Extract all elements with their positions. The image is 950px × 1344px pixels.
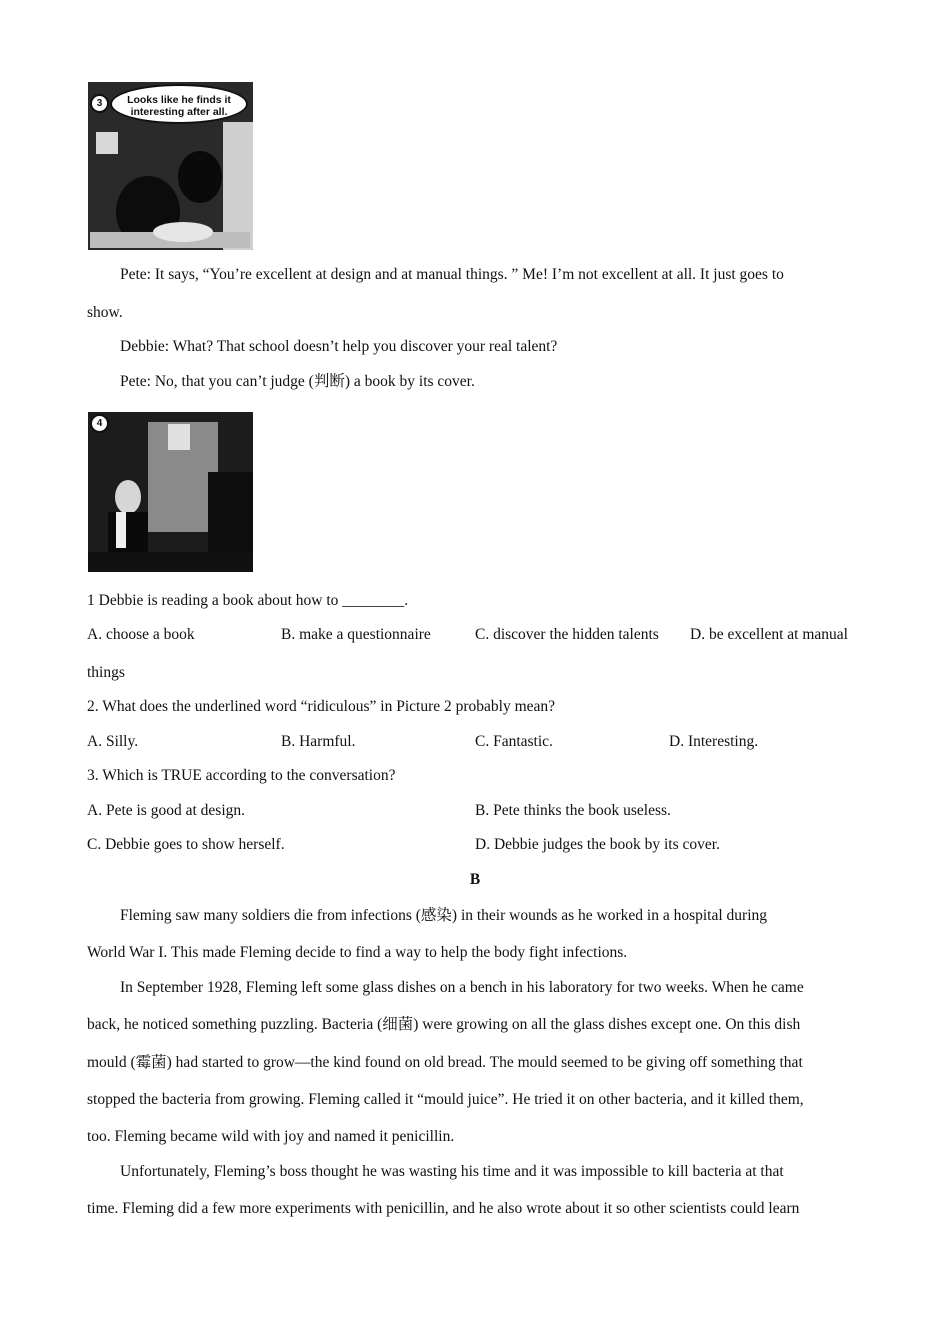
picture-number-badge: 3 bbox=[90, 94, 109, 113]
question-3: 3. Which is TRUE according to the conversation? bbox=[87, 767, 396, 784]
passage-line: In September 1928, Fleming left some glass dishes on a bench in his laboratory for two weeks. When he came bbox=[120, 979, 804, 996]
dialogue-debbie-1: Debbie: What? That school doesn’t help you discover your real talent? bbox=[120, 338, 558, 355]
question-2-option-c: C. Fantastic. bbox=[475, 733, 553, 750]
comic-picture-3 bbox=[88, 82, 253, 250]
passage-line: World War I. This made Fleming decide to find a way to help the body fight infections. bbox=[87, 944, 628, 961]
passage-line: time. Fleming did a few more experiments with penicillin, and he also wrote about it so other scientists could learn bbox=[87, 1200, 800, 1217]
dialogue-pete-2: Pete: No, that you can’t judge (判断) a book by its cover. bbox=[120, 373, 475, 390]
picture-number-badge: 4 bbox=[90, 414, 109, 433]
section-heading: B bbox=[469, 871, 481, 888]
passage-line: Fleming saw many soldiers die from infections (感染) in their wounds as he worked in a hospital during bbox=[120, 907, 768, 924]
passage-line: too. Fleming became wild with joy and named it penicillin. bbox=[87, 1128, 455, 1145]
question-3-option-b: B. Pete thinks the book useless. bbox=[475, 802, 671, 819]
passage-line: mould (霉菌) had started to grow—the kind found on old bread. The mould seemed to be giving off something that bbox=[87, 1054, 803, 1071]
question-1-option-d-wrap: things bbox=[87, 664, 125, 681]
question-2: 2. What does the underlined word “ridiculous” in Picture 2 probably mean? bbox=[87, 698, 556, 715]
passage-line: back, he noticed something puzzling. Bacteria (细菌) were growing on all the glass dishes except one. On this dish bbox=[87, 1016, 801, 1033]
question-3-option-c: C. Debbie goes to show herself. bbox=[87, 836, 285, 853]
question-3-option-d: D. Debbie judges the book by its cover. bbox=[475, 836, 720, 853]
dialogue-pete-1: Pete: It says, “You’re excellent at design and at manual things. ” Me! I’m not excellent at all. It just goes to bbox=[120, 266, 784, 283]
dialogue-pete-1-wrap: show. bbox=[87, 304, 123, 321]
question-1-option-b: B. make a questionnaire bbox=[281, 626, 431, 643]
question-3-option-a: A. Pete is good at design. bbox=[87, 802, 245, 819]
passage-line: Unfortunately, Fleming’s boss thought he was wasting his time and it was impossible to kill bacteria at that bbox=[120, 1163, 784, 1180]
speech-bubble: Looks like he finds it interesting after all. bbox=[110, 84, 248, 124]
comic-scene-4 bbox=[88, 412, 253, 572]
question-1-option-a: A. choose a book bbox=[87, 626, 195, 643]
question-2-option-d: D. Interesting. bbox=[669, 733, 759, 750]
question-2-option-a: A. Silly. bbox=[87, 733, 139, 750]
comic-picture-4 bbox=[88, 412, 253, 572]
question-2-option-b: B. Harmful. bbox=[281, 733, 356, 750]
passage-line: stopped the bacteria from growing. Fleming called it “mould juice”. He tried it on other bacteria, and it killed them, bbox=[87, 1091, 804, 1108]
question-1: 1 Debbie is reading a book about how to ________. bbox=[87, 592, 409, 609]
question-1-option-c: C. discover the hidden talents bbox=[475, 626, 659, 643]
question-1-option-d: D. be excellent at manual bbox=[690, 626, 848, 643]
